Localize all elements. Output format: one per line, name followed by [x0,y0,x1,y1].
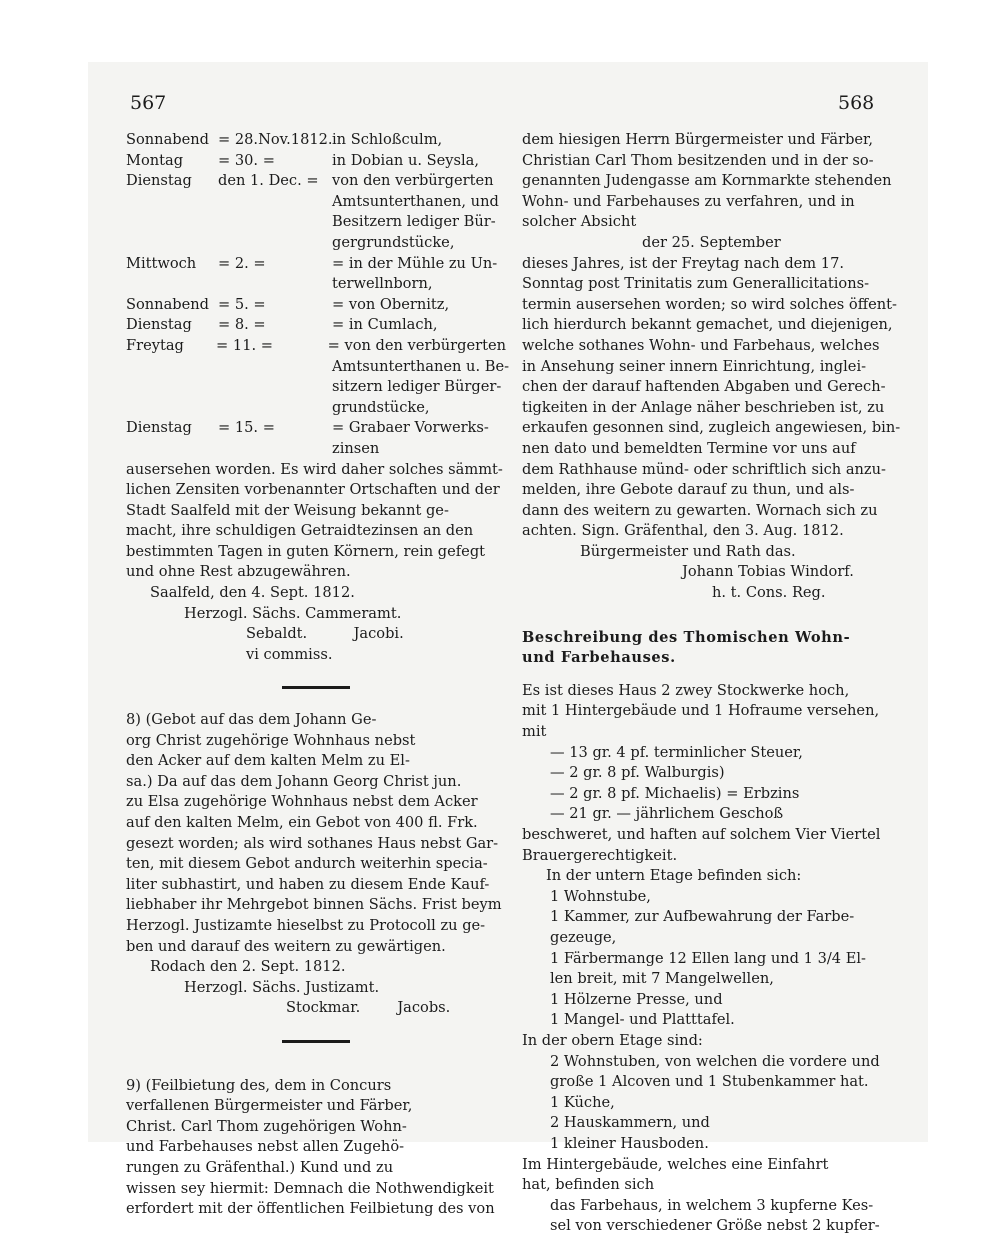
text-line: Es ist dieses Haus 2 zwey Stockwerke hoch, [522,681,850,699]
schedule-date: = 30. = [218,151,275,169]
schedule-day: Sonnabend [126,295,210,313]
text-line: Im Hintergebäude, welches eine Einfahrt [522,1155,829,1173]
text-line: termin ausersehen worden; so wird solches öffent- [522,295,897,313]
schedule-place: = von den verbürgerten [327,336,506,354]
text-line: gesezt worden; als wird sothanes Haus nebst Gar- [126,834,499,852]
text-line: 1 Mangel- und Platttafel. [550,1011,735,1029]
text-line: liter subhastirt, und haben zu diesem Ende Kauf- [126,875,490,893]
text-line: chen der darauf haftenden Abgaben und Gerech- [522,378,886,396]
text-line: 1 Wohnstube, [550,887,651,905]
text-line: 1 Färbermange 12 Ellen lang und 1 3/4 El- [550,949,866,967]
schedule-row [126,418,506,439]
text-line: rungen zu Gräfenthal.) Kund und zu [126,1158,394,1176]
text-line: erfordert mit der öffentlichen Feilbietung des von [126,1200,495,1218]
tax-list [522,743,902,825]
text-line: 1 Hölzerne Presse, und [550,990,723,1008]
dye-house-text [522,1196,902,1237]
signing-office: Bürgermeister und Rath das. [580,542,796,560]
upper-floor-list [522,1052,902,1155]
text-line: bestimmten Tagen in guten Körnern, rein gefegt [126,542,486,560]
text-line: dem hiesigen Herrn Bürgermeister und Färber, [522,131,874,148]
text-line: Beschreibung des Thomischen Wohn- [522,628,851,646]
text-line: lich hierdurch bekannt gemachet, und diejenigen, [522,316,893,334]
schedule-date: = 15. = [218,419,275,437]
text-line: ausersehen worden. Es wird daher solches sämmt- [126,460,503,478]
text-line: Herzogl. Justizamte hieselbst zu Protocoll zu ge- [126,916,486,934]
text-line: auf den kalten Melm, ein Gebot von 400 fl. Frk. [126,814,478,831]
notice-paragraph [126,460,506,584]
description-intro [522,681,902,743]
schedule-date: den 1. Dec. = [218,172,319,190]
section-9-notice [126,1076,506,1220]
text-line: erkaufen gesonnen sind, zugleich angewiesen, bin- [522,419,901,437]
text-line: melden, ihre Gebote darauf zu thun, und als- [522,481,855,499]
text-line: wissen sey hiermit: Demnach die Nothwendigkeit [126,1179,494,1197]
text-line: nen dato und bemeldten Termine vor uns auf [522,439,856,457]
schedule-date: = 2. = [218,254,266,272]
text-line: dem Rathhause münd- oder schriftlich sich anzu- [522,460,886,478]
page-number-right: 568 [838,92,875,114]
issuing-office: Herzogl. Sächs. Cammeramt. [184,604,402,622]
text-line: mit [522,723,547,741]
text-line: in Ansehung seiner innern Einrichtung, inglei- [522,357,867,375]
text-line: macht, ihre schuldigen Getraidtezinsen an den [126,522,474,540]
section-divider [126,677,506,698]
text-line: 2 Hauskammern, und [550,1114,710,1132]
collection-schedule [126,130,510,460]
schedule-date: = 8. = [218,316,266,334]
tax-note [522,825,902,866]
lower-floor-title: In der untern Etage befinden sich: [546,867,802,885]
auction-paragraph [522,130,902,233]
text-line: welche sothanes Wohn- und Farbehaus, welches [522,336,880,354]
right-column [522,130,902,1237]
schedule-day: Freytag [126,336,184,354]
text-line: dieses Jahres, ist der Freytag nach dem 17. [522,254,844,272]
signing-title: h. t. Cons. Reg. [712,584,826,602]
schedule-date: = 28.Nov.1812. [218,131,333,148]
text-line: und ohne Rest abzugewähren. [126,563,351,581]
text-line: sa.) Da auf das dem Johann Georg Christ jun. [126,772,462,790]
text-line: Sonntag post Trinitatis zum Generallicitations- [522,275,870,293]
text-line: und Farbehauses nebst allen Zugehö- [126,1138,405,1156]
text-line: — 13 gr. 4 pf. terminlicher Steuer, [550,743,803,761]
text-line: Stadt Saalfeld mit der Weisung bekannt ge- [126,501,449,519]
text-line: 1 kleiner Hausboden. [550,1134,709,1152]
schedule-place: von den verbürgerten [332,172,494,190]
text-line: len breit, mit 7 Mangelwellen, [550,970,774,988]
schedule-day: Dienstag [126,419,192,437]
issuing-office: Herzogl. Sächs. Justizamt. [184,978,380,996]
signatories: Sebaldt. Jacobi. [246,625,404,643]
description-heading [522,628,902,669]
schedule-place-cont: gergrundstücke, [332,233,455,251]
text-line: und Farbehauses. [522,649,676,667]
text-line: 9) (Feilbietung des, dem in Concurs [126,1076,392,1094]
text-line: — 21 gr. — jährlichem Geschoß [550,805,784,823]
text-line: gezeuge, [550,928,617,946]
schedule-row [126,130,506,151]
schedule-row [126,151,506,172]
schedule-place: = Grabaer Vorwerks- [332,419,489,437]
text-line: Christian Carl Thom besitzenden und in der so- [522,151,874,169]
text-line: Brauergerechtigkeit. [522,846,678,864]
schedule-day: Mittwoch [126,254,197,272]
text-line: sel von verschiedener Größe nebst 2 kupfer- [550,1217,880,1235]
schedule-place: in Dobian u. Seysla, [332,151,479,169]
schedule-day: Dienstag [126,316,192,334]
section-divider [126,1031,506,1052]
text-line: mit 1 Hintergebäude und 1 Hofraume versehen, [522,702,880,720]
schedule-place-cont: grundstücke, [332,398,430,416]
text-line: ben und darauf des weitern zu gewärtigen. [126,937,446,955]
lower-floor-list [522,887,902,1031]
schedule-date: = 11. = [216,336,273,354]
schedule-place: = in der Mühle zu Un- [332,254,498,272]
schedule-place: = von Obernitz, [332,295,450,313]
text-line: ten, mit diesem Gebot andurch weiterhin specia- [126,855,488,873]
text-line: 2 Wohnstuben, von welchen die vordere und [550,1052,880,1070]
schedule-place-cont: Amtsunterthanen, und [332,192,499,210]
text-line: Christ. Carl Thom zugehörigen Wohn- [126,1117,407,1135]
text-line: Wohn- und Farbehauses zu verfahren, und in [522,192,855,210]
text-line: — 2 gr. 8 pf. Michaelis) = Erbzins [550,784,800,802]
auction-date: der 25. September [642,233,781,251]
schedule-day: Dienstag [126,172,192,190]
text-line: den Acker auf dem kalten Melm zu El- [126,752,410,770]
place-date: Rodach den 2. Sept. 1812. [150,958,346,976]
text-line: das Farbehaus, in welchem 3 kupferne Kes- [550,1196,874,1214]
section-8-notice [126,710,506,957]
schedule-row [126,295,506,316]
text-line: — 2 gr. 8 pf. Walburgis) [550,764,725,782]
text-line: org Christ zugehörige Wohnhaus nebst [126,731,416,749]
text-line: tigkeiten in der Anlage näher beschrieben ist, zu [522,398,885,416]
place-date: Saalfeld, den 4. Sept. 1812. [150,584,355,602]
text-line: 8) (Gebot auf das dem Johann Ge- [126,711,377,729]
schedule-row [126,254,506,275]
page-number-left: 567 [130,92,167,114]
text-line: liebhaber ihr Mehrgebot binnen Sächs. Frist beym [126,896,502,914]
text-line: zu Elsa zugehörige Wohnhaus nebst dem Acker [126,793,478,811]
schedule-row [126,171,506,192]
commission-note: vi commiss. [246,645,333,663]
schedule-place-cont: sitzern lediger Bürger- [332,378,502,396]
text-line: große 1 Alcoven und 1 Stubenkammer hat. [550,1073,869,1091]
schedule-row [126,315,506,336]
text-line: 1 Kammer, zur Aufbewahrung der Farbe- [550,908,855,926]
text-line: genannten Judengasse am Kornmarkte stehenden [522,172,892,190]
schedule-row [126,336,506,357]
text-line: dann des weitern zu gewarten. Wornach sich zu [522,501,878,519]
upper-floor-title: In der obern Etage sind: [522,1031,703,1049]
left-column [126,130,510,1220]
text-line: verfallenen Bürgermeister und Färber, [126,1097,413,1115]
schedule-day: Montag [126,151,184,169]
text-line: achten. Sign. Gräfenthal, den 3. Aug. 1812. [522,522,844,540]
text-line: solcher Absicht [522,213,637,231]
text-line: 1 Küche, [550,1093,615,1111]
schedule-place-cont: terwellnborn, [332,275,433,293]
schedule-place-cont: zinsen [332,439,380,457]
auction-paragraph-cont [522,254,902,542]
signing-name: Johann Tobias Windorf. [682,563,854,581]
text-line: hat, befinden sich [522,1176,655,1194]
schedule-place: = in Cumlach, [332,316,438,334]
schedule-place-cont: Amtsunterthanen u. Be- [332,357,510,375]
text-line: lichen Zensiten vorbenannter Ortschaften und der [126,481,500,499]
signatories: Stockmar. Jacobs. [286,999,451,1017]
text-line: beschweret, und haften auf solchem Vier Viertel [522,826,881,843]
schedule-place-cont: Besitzern lediger Bür- [332,213,496,231]
schedule-day: Sonnabend [126,131,210,148]
back-building-text [522,1155,902,1196]
schedule-place: in Schloßculm, [332,131,443,148]
schedule-date: = 5. = [218,295,266,313]
